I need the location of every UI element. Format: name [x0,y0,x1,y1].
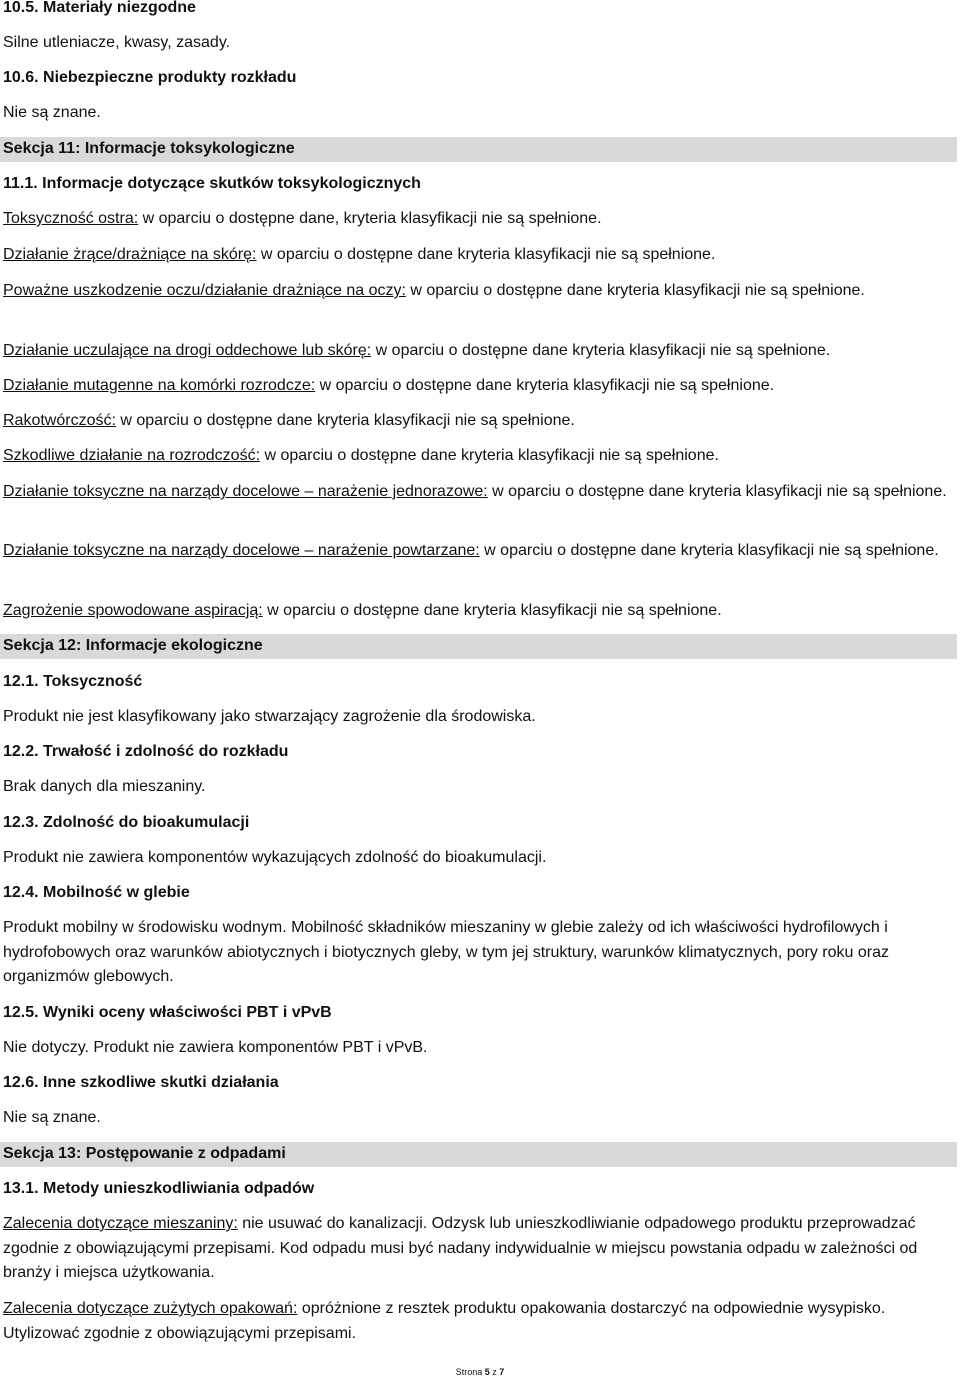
text-12-1: Produkt nie jest klasyfikowany jako stwarzający zagrożenie dla środowiska. [3,708,536,725]
text-12-5: Nie dotyczy. Produkt nie zawiera komponentów PBT i vPvB. [3,1039,428,1056]
tox-text: w oparciu o dostępne dane, kryteria klasyfikacji nie są spełnione. [138,210,602,227]
tox-label: Szkodliwe działanie na rozrodczość: [3,447,261,464]
footer-mid: z [489,1367,500,1377]
section-title-11: Sekcja 11: Informacje toksykologiczne [3,140,295,157]
heading-12-3: 12.3. Zdolność do bioakumulacji [3,814,250,831]
tox-text: w oparciu o dostępne dane kryteria klasyfikacji nie są spełnione. [371,342,831,359]
tox-item-reproductive [3,444,953,469]
footer-total: 7 [499,1367,505,1377]
text-10-5: Silne utleniacze, kwasy, zasady. [3,34,231,51]
text-12-3: Produkt nie zawiera komponentów wykazujących zdolność do bioakumulacji. [3,849,547,866]
heading-12-6: 12.6. Inne szkodliwe skutki działania [3,1074,279,1091]
tox-item-aspiration [3,599,953,624]
page-number-footer [0,1367,960,1378]
heading-12-5: 12.5. Wyniki oceny właściwości PBT i vPvB [3,1004,332,1021]
heading-12-2: 12.2. Trwałość i zdolność do rozkładu [3,743,289,760]
heading-10-6: 10.6. Niebezpieczne produkty rozkładu [3,69,297,86]
tox-item-mutagenic [3,374,953,399]
waste-packaging-label: Zalecenia dotyczące zużytych opakowań: [3,1300,298,1317]
tox-text: w oparciu o dostępne dane kryteria klasyfikacji nie są spełnione. [115,412,575,429]
heading-12-1: 12.1. Toksyczność [3,673,143,690]
tox-label: Działanie uczulające na drogi oddechowe lub skórę: [3,342,372,359]
tox-item-stot-repeated [3,539,953,564]
text-12-4: Produkt mobilny w środowisku wodnym. Mobilność składników mieszaniny w glebie zależy od ich właściwości hydrofilowych i hydrofobowych oraz warunków abiotycznych i biotycznych gleby, w tym jej struktury, warunków klimatycznych, pory roku oraz organizmów glebowych. [3,919,889,985]
waste-packaging-paragraph [3,1297,953,1346]
tox-text: w oparciu o dostępne dane kryteria klasyfikacji nie są spełnione. [256,246,716,263]
tox-text: w oparciu o dostępne dane kryteria klasyfikacji nie są spełnione. [262,602,722,619]
footer-prefix: Strona [455,1367,485,1377]
tox-label: Działanie toksyczne na narządy docelowe – narażenie jednorazowe: [3,483,488,500]
tox-label: Rakotwórczość: [3,412,116,429]
section-title-13: Sekcja 13: Postępowanie z odpadami [3,1145,286,1162]
tox-label: Działanie toksyczne na narządy docelowe – narażenie powtarzane: [3,542,480,559]
tox-item-carcinogenic [3,409,953,434]
section-title-12: Sekcja 12: Informacje ekologiczne [3,637,263,654]
waste-packaging-text: opróżnione z resztek produktu opakowania dostarczyć na odpowiednie wysypisko. Utylizować zgodnie z obowiązującymi przepisami. [3,1300,886,1342]
tox-item-sensitization [3,339,953,364]
waste-mixture-text: nie usuwać do kanalizacji. Odzysk lub unieszkodliwianie odpadowego produktu przeprowadzać zgodnie z obowiązującymi przepisami. Kod odpadu musi być nadany indywidualnie w miejscu powstania odpadu w zależności od branży i miejsca użytkowania. [3,1215,918,1281]
tox-item-stot-single [3,480,953,505]
heading-12-4: 12.4. Mobilność w glebie [3,884,190,901]
tox-item-eyes [3,279,953,304]
tox-label: Toksyczność ostra: [3,210,139,227]
tox-item-acute [3,207,953,232]
heading-13-1: 13.1. Metody unieszkodliwiania odpadów [3,1180,315,1197]
tox-text: w oparciu o dostępne dane kryteria klasyfikacji nie są spełnione. [315,377,775,394]
text-12-6: Nie są znane. [3,1109,101,1126]
tox-item-skin [3,243,953,268]
tox-label: Poważne uszkodzenie oczu/działanie drażniące na oczy: [3,282,406,299]
text-12-2: Brak danych dla mieszaniny. [3,778,206,795]
waste-mixture-paragraph [3,1212,953,1286]
tox-text: w oparciu o dostępne dane kryteria klasyfikacji nie są spełnione. [405,282,865,299]
tox-label: Zagrożenie spowodowane aspiracją: [3,602,263,619]
heading-10-5: 10.5. Materiały niezgodne [3,0,196,16]
waste-mixture-label: Zalecenia dotyczące mieszaniny: [3,1215,238,1232]
tox-text: w oparciu o dostępne dane kryteria klasyfikacji nie są spełnione. [487,483,947,500]
heading-11-1: 11.1. Informacje dotyczące skutków toksykologicznych [3,175,421,192]
tox-text: w oparciu o dostępne dane kryteria klasyfikacji nie są spełnione. [479,542,939,559]
tox-label: Działanie żrące/drażniące na skórę: [3,246,257,263]
tox-text: w oparciu o dostępne dane kryteria klasyfikacji nie są spełnione. [260,447,719,464]
text-10-6: Nie są znane. [3,104,101,121]
footer-page: 5 [484,1367,490,1377]
tox-label: Działanie mutagenne na komórki rozrodcze: [3,377,316,394]
